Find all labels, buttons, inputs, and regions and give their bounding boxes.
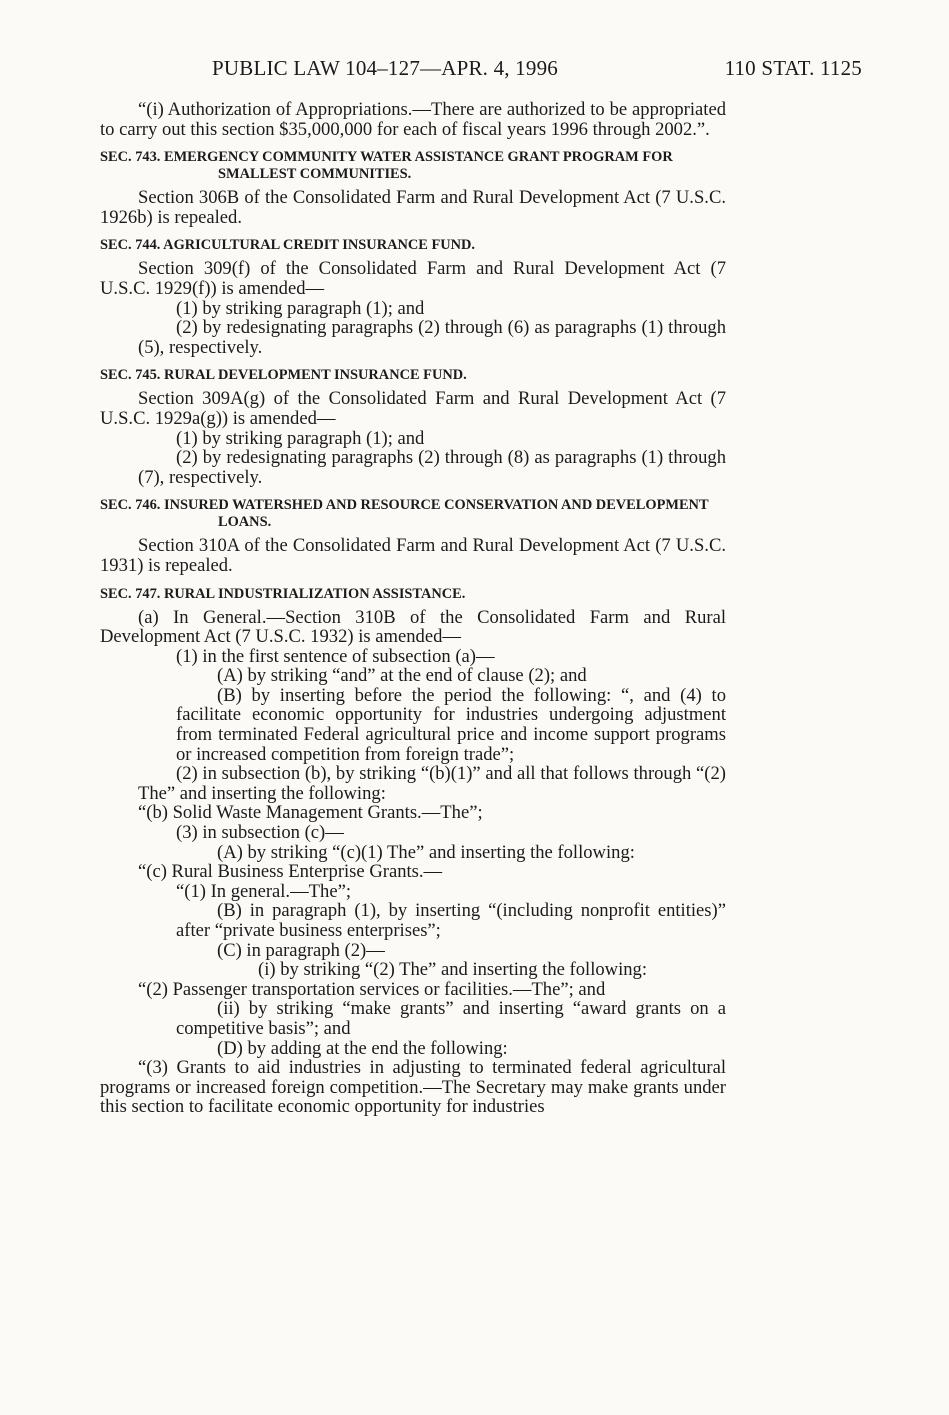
- section-heading-746: SEC. 746. INSURED WATERSHED AND RESOURCE CONSERVATION AND DEVELOPMENT LOANS.: [100, 497, 709, 531]
- header-title: PUBLIC LAW 104–127—APR. 4, 1996: [212, 56, 558, 80]
- paragraph: “(3) Grants to aid industries in adjusting to terminated federal agricultural programs or increased foreign competition.—The Secretary may make grants under this section to facilitate economic opportunity for industries: [100, 1057, 726, 1118]
- paragraph: “(i) Authorization of Appropriations.—There are authorized to be appropriated to carry out this section $35,000,000 for each of fiscal years 1996 through 2002.”.: [100, 99, 726, 140]
- paragraph: (ii) by striking “make grants” and inserting “award grants on a competitive basis”; and: [176, 998, 726, 1039]
- paragraph: (3) in subsection (c)—: [176, 822, 344, 844]
- paragraph: (i) by striking “(2) The” and inserting the following:: [258, 959, 648, 981]
- paragraph: (2) by redesignating paragraphs (2) through (8) as paragraphs (1) through (7), respectively.: [138, 447, 726, 488]
- section-heading-744: SEC. 744. AGRICULTURAL CREDIT INSURANCE FUND.: [100, 237, 476, 254]
- paragraph: (a) In General.—Section 310B of the Consolidated Farm and Rural Development Act (7 U.S.C. 1932) is amended—: [100, 606, 726, 648]
- paragraph: “(1) In general.—The”;: [176, 880, 351, 902]
- section-heading-747: SEC. 747. RURAL INDUSTRIALIZATION ASSISTANCE.: [100, 585, 466, 602]
- page-header: [100, 56, 862, 84]
- paragraph: “(2) Passenger transportation services or facilities.—The”; and: [138, 978, 606, 1000]
- document-body: [100, 100, 726, 1117]
- section-heading-745: SEC. 745. RURAL DEVELOPMENT INSURANCE FUND.: [100, 367, 467, 384]
- paragraph: (2) by redesignating paragraphs (2) through (6) as paragraphs (1) through (5), respectively.: [138, 317, 726, 358]
- paragraph: (A) by striking “and” at the end of clause (2); and: [217, 665, 587, 687]
- paragraph: (1) by striking paragraph (1); and: [176, 427, 425, 449]
- paragraph: “(c) Rural Business Enterprise Grants.—: [138, 861, 443, 883]
- section-heading-743: SEC. 743. EMERGENCY COMMUNITY WATER ASSISTANCE GRANT PROGRAM FOR SMALLEST COMMUNITIES.: [100, 149, 673, 183]
- paragraph: (1) by striking paragraph (1); and: [176, 297, 425, 319]
- paragraph: (B) in paragraph (1), by inserting “(including nonprofit entities)” after “private business enterprises”;: [176, 900, 726, 941]
- paragraph: (C) in paragraph (2)—: [217, 939, 385, 961]
- paragraph: Section 309(f) of the Consolidated Farm and Rural Development Act (7 U.S.C. 1929(f)) is amended—: [100, 258, 726, 299]
- paragraph: (D) by adding at the end the following:: [217, 1037, 508, 1059]
- paragraph: Section 309A(g) of the Consolidated Farm and Rural Development Act (7 U.S.C. 1929a(g)) is amended—: [100, 388, 726, 429]
- paragraph: Section 306B of the Consolidated Farm and Rural Development Act (7 U.S.C. 1926b) is repealed.: [100, 187, 726, 228]
- paragraph: (A) by striking “(c)(1) The” and inserting the following:: [217, 841, 635, 863]
- paragraph: (B) by inserting before the period the following: “, and (4) to facilitate economic opportunity for industries undergoing adjustment from terminated Federal agricultural price and income support programs or increased competition from foreign trade”;: [176, 684, 726, 765]
- paragraph: “(b) Solid Waste Management Grants.—The”;: [138, 802, 483, 824]
- paragraph: Section 310A of the Consolidated Farm and Rural Development Act (7 U.S.C. 1931) is repealed.: [100, 535, 726, 576]
- header-stat-page: 110 STAT. 1125: [724, 56, 862, 80]
- paragraph: (1) in the first sentence of subsection (a)—: [176, 645, 495, 667]
- paragraph: (2) in subsection (b), by striking “(b)(1)” and all that follows through “(2) The” and inserting the following:: [138, 763, 726, 804]
